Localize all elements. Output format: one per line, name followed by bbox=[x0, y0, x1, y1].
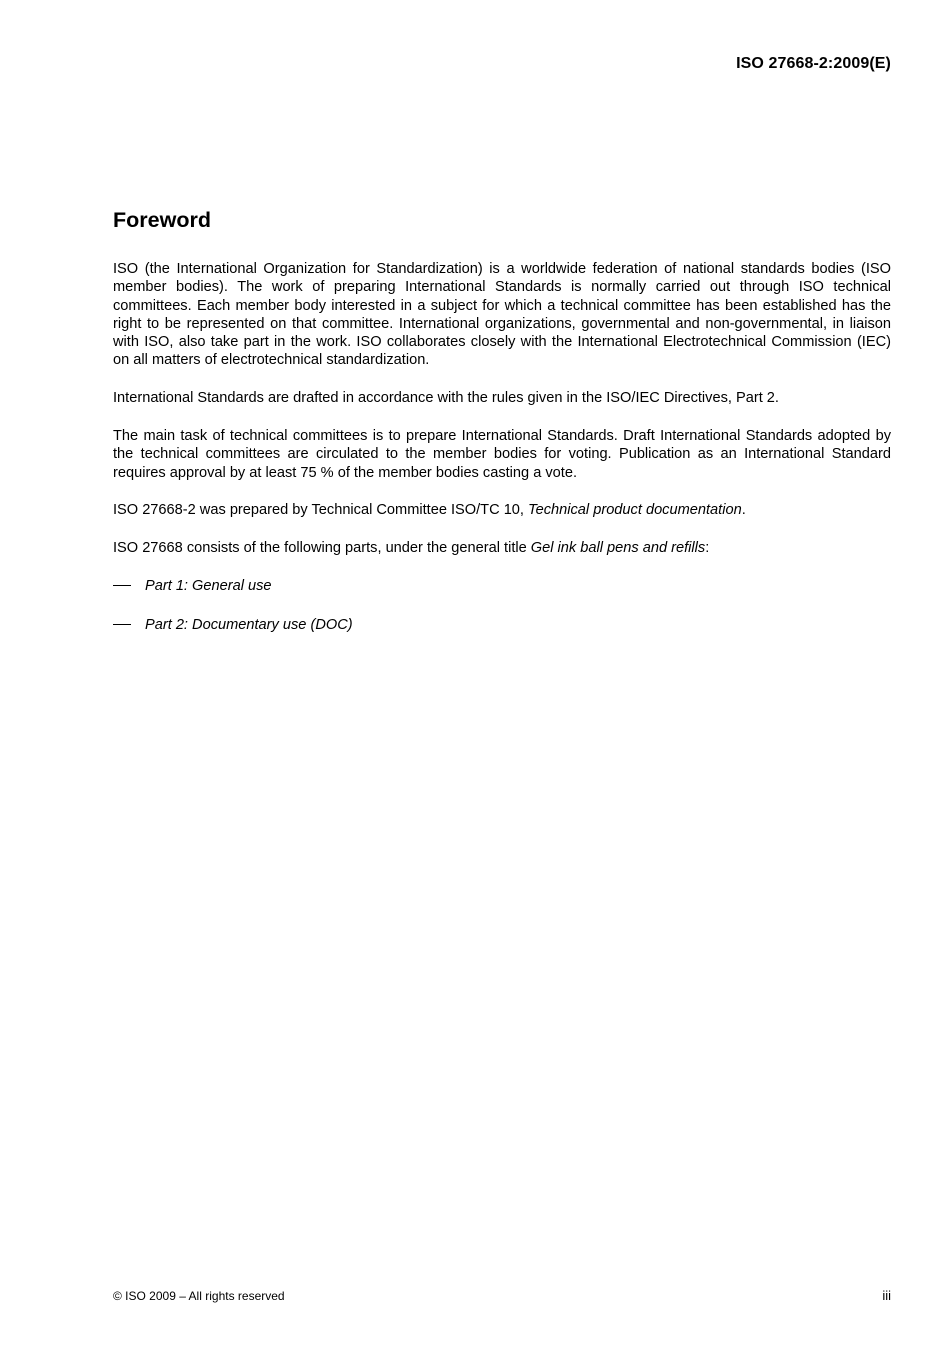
paragraph-iso-intro: ISO (the International Organization for Standardization) is a worldwide federation of national standards bodies (ISO member bodies). The work of preparing International Standards is normally carried out through ISO technical committees. Each member body interested in a subject for which a technical committee has been established has the right to be represented on that committee. International organizations, governmental and non-governmental, in liaison with ISO, also take part in the work. ISO collaborates closely with the International Electrotechnical Commission (IEC) on all matters of electrotechnical standardization. bbox=[113, 261, 891, 369]
prepared-by-suffix: . bbox=[741, 502, 746, 518]
parts-intro-suffix: : bbox=[705, 540, 710, 556]
page-number: iii bbox=[882, 1288, 891, 1303]
part-2-label: Part 2: Documentary use (DOC) bbox=[145, 617, 353, 633]
list-dash bbox=[113, 577, 145, 595]
paragraph-committee-task: The main task of technical committees is to prepare International Standards. Draft International Standards adopted by the technical committees are circulated to the member bodies for voting. Publication as an International Standard requires approval by at least 75 % of the member bodies casting a vote. bbox=[113, 428, 891, 481]
document-identifier: ISO 27668-2:2009(E) bbox=[736, 55, 891, 72]
list-item bbox=[113, 616, 353, 634]
general-title: Gel ink ball pens and refills bbox=[530, 540, 706, 556]
page-title: Foreword bbox=[113, 208, 211, 232]
list-dash bbox=[113, 616, 145, 634]
list-item bbox=[113, 577, 272, 595]
paragraph-prepared-by bbox=[113, 501, 891, 519]
paragraph-parts-intro bbox=[113, 539, 891, 557]
prepared-by-text: ISO 27668-2 was prepared by Technical Committee ISO/TC 10, bbox=[113, 502, 529, 518]
copyright-notice: © ISO 2009 – All rights reserved bbox=[113, 1289, 285, 1303]
committee-title: Technical product documentation bbox=[528, 502, 742, 518]
part-1-label: Part 1: General use bbox=[145, 578, 272, 594]
parts-intro-text: ISO 27668 consists of the following parts, under the general title bbox=[113, 540, 531, 556]
paragraph-directives: International Standards are drafted in accordance with the rules given in the ISO/IEC Directives, Part 2. bbox=[113, 390, 779, 406]
